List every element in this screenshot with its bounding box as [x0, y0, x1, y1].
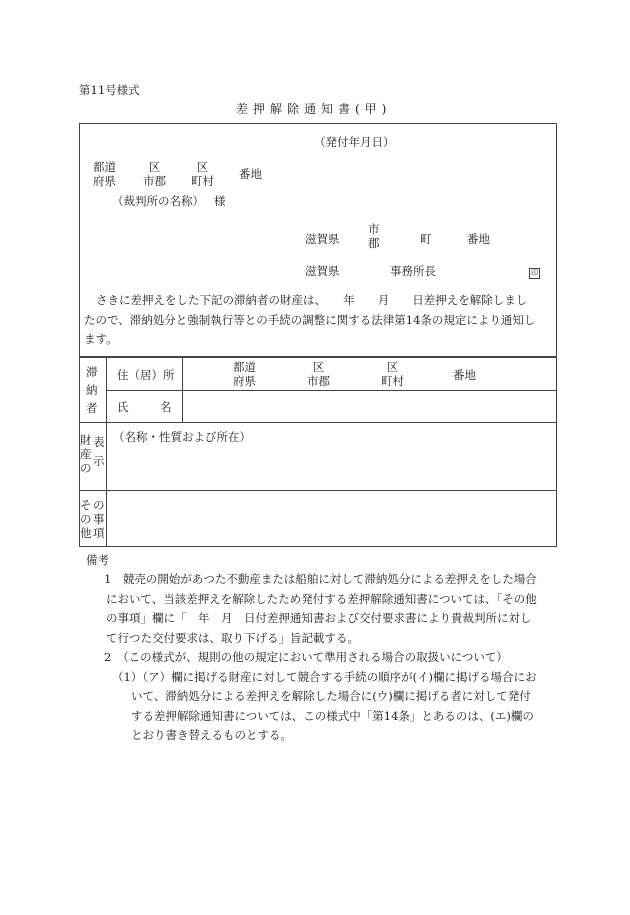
other-label-right: の 事 項 [93, 498, 105, 540]
remarks-body [0, 570, 630, 746]
seal-mark [529, 264, 540, 279]
delinquent-label: 滞 納 者 [86, 365, 98, 415]
table-banchi: 番地 [453, 368, 476, 382]
honorific: 様 [214, 194, 226, 208]
addressee-prefecture: 都道 府県 [93, 160, 116, 188]
remark-line: て行つた交付要求は、取り下げる」旨記載する。 [106, 630, 359, 645]
seal-icon: 印 [531, 269, 538, 277]
form-number: 第11号様式 [79, 83, 140, 97]
table-prefecture: 都道 府県 [233, 360, 256, 388]
sender-city: 市 郡 [368, 222, 380, 250]
issue-date: （発付年月日） [314, 135, 395, 149]
notice-line-2: たので、滞納処分と強制執行等との手続の調整に関する法律第14条の規定により通知し [84, 312, 536, 327]
other-label-left: そ の 他 [80, 498, 92, 540]
row-divider [79, 422, 557, 423]
notice-body [84, 291, 554, 350]
remark-line: いて、滞納処分による差押えを解除した場合に(ウ)欄に掲げる者に対して発付 [131, 689, 531, 703]
property-note: （名称・性質および所在） [113, 430, 251, 444]
sender-prefecture: 滋賀県 [305, 232, 340, 246]
row-divider [79, 490, 557, 491]
table-city: 区 市郡 [307, 360, 330, 388]
addressee-city: 区 市郡 [143, 160, 166, 188]
property-label-left: 財 産 の [80, 433, 92, 475]
address-label: 住（居）所 [117, 368, 175, 382]
remark-line: 1 競売の開始があつた不動産または船舶に対して滞納処分による差押えをした場合 [104, 572, 537, 586]
addressee-town: 区 町村 [191, 160, 214, 188]
remark-line: とおり書き替えるものとする。 [131, 728, 292, 742]
col-divider [106, 357, 107, 547]
remark-line: の事項」欄に「 年 月 日付差押通知書および交付要求書により貴裁判所に対し [106, 611, 532, 625]
sender-banchi: 番地 [467, 232, 490, 246]
office-head: 事務所長 [390, 264, 436, 278]
sender-prefecture-2: 滋賀県 [305, 264, 340, 278]
remarks-heading: 備考 [86, 553, 109, 567]
row-divider [106, 390, 557, 391]
notice-line-1: さきに差押えをした下記の滞納者の財産は、 年 月 日差押えを解除しまし [96, 293, 528, 307]
col-divider [182, 357, 183, 422]
name-label-b: 名 [160, 400, 172, 414]
property-label-right: 表 示 [93, 435, 105, 468]
document-title: 差押解除通知書(甲) [236, 102, 392, 116]
name-label-a: 氏 [117, 400, 129, 414]
court-name: （裁判所の名称） [112, 194, 204, 208]
remark-line: （1）（ア）欄に掲げる財産に対して競合する手続の順序が(イ)欄に掲げる場合にお [112, 669, 537, 684]
sender-town: 町 [420, 232, 432, 246]
remark-line: 2 （この様式が、規則の他の規定において準用される場合の取扱いについて） [104, 650, 508, 664]
table-town: 区 町村 [381, 360, 404, 388]
remark-line: において、当該差押えを解除したため発付する差押解除通知書については、「その他 [106, 591, 537, 606]
addressee-banchi: 番地 [239, 167, 262, 181]
remark-line: する差押解除通知書については、この様式中「第14条」とあるのは、(エ)欄の [131, 708, 534, 723]
notice-line-3: ます。 [84, 332, 118, 346]
